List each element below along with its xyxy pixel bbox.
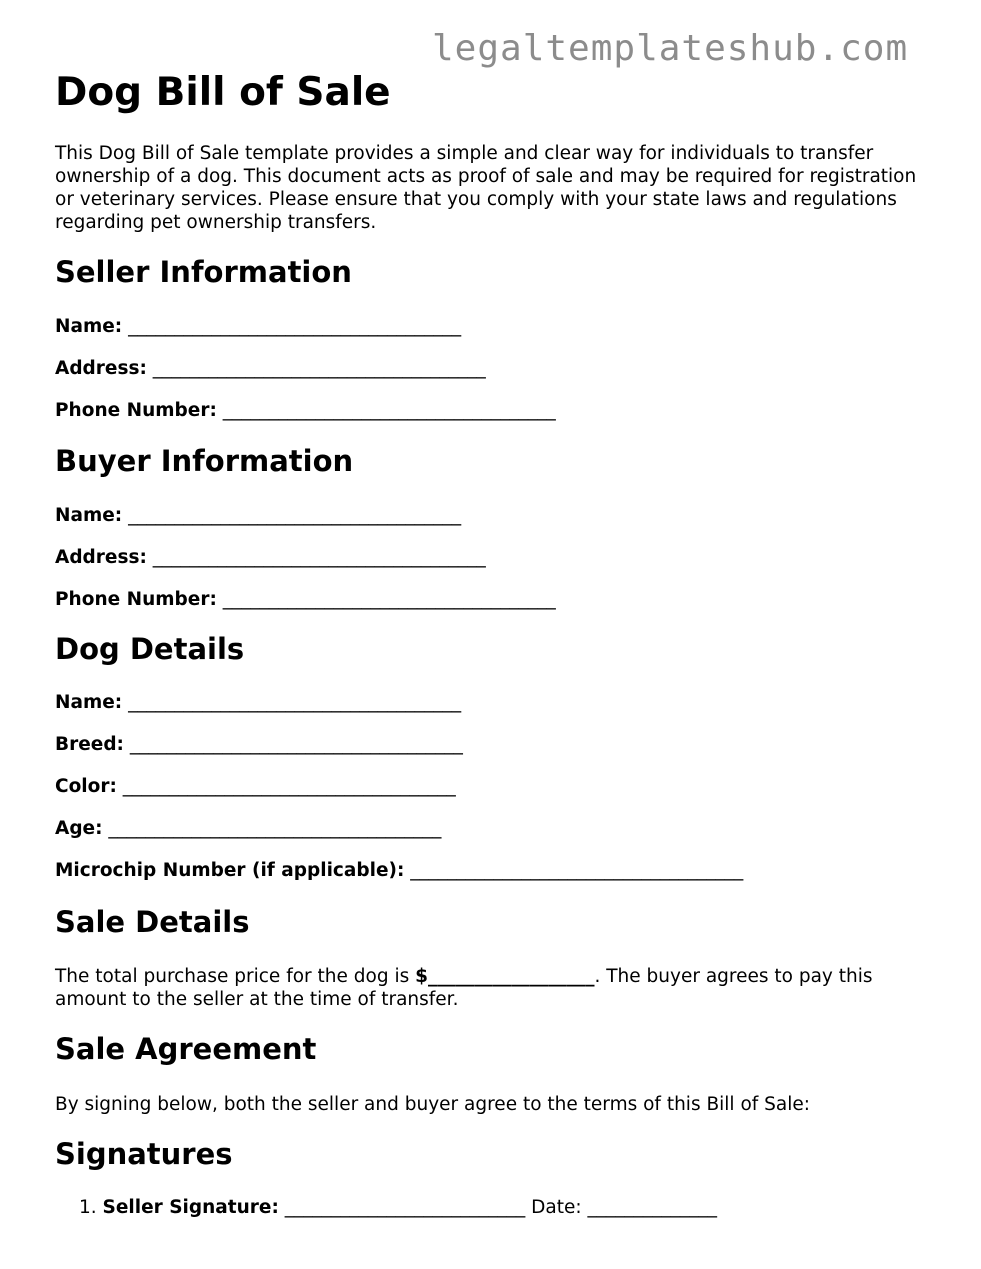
dog-age-blank[interactable]: ____________________________________ xyxy=(108,818,442,839)
dog-microchip-label: Microchip Number (if applicable): xyxy=(55,860,405,881)
dog-age-field xyxy=(55,818,441,839)
buyer-name-label: Name: xyxy=(55,505,123,526)
buyer-phone-field xyxy=(55,589,556,610)
buyer-name-blank[interactable]: ____________________________________ xyxy=(128,505,462,526)
buyer-address-field xyxy=(55,547,486,568)
seller-name-label: Name: xyxy=(55,316,123,337)
buyer-phone-blank[interactable]: ____________________________________ xyxy=(222,589,556,610)
buyer-phone-label: Phone Number: xyxy=(55,589,217,610)
buyer-name-field xyxy=(55,505,461,526)
dog-name-field xyxy=(55,692,461,713)
buyer-heading: Buyer Information xyxy=(55,444,354,478)
agreement-heading: Sale Agreement xyxy=(55,1032,317,1066)
watermark: legaltemplateshub.com xyxy=(432,28,909,69)
dog-microchip-blank[interactable]: ____________________________________ xyxy=(410,860,744,881)
seller-name-blank[interactable]: ____________________________________ xyxy=(128,316,462,337)
dog-name-label: Name: xyxy=(55,692,123,713)
price-blank[interactable]: $__________________ xyxy=(415,966,595,987)
seller-address-field xyxy=(55,358,486,379)
dog-color-field xyxy=(55,776,456,797)
signature-date-blank[interactable]: ______________ xyxy=(587,1197,717,1218)
sale-text-after: . The buyer agrees to pay this amount to the seller at the time of transfer. xyxy=(55,966,873,1010)
seller-heading: Seller Information xyxy=(55,255,352,289)
signature-date-label: Date: xyxy=(531,1197,582,1218)
dog-name-blank[interactable]: ____________________________________ xyxy=(128,692,462,713)
dog-breed-label: Breed: xyxy=(55,734,124,755)
dog-heading: Dog Details xyxy=(55,632,245,666)
seller-signature-label: Seller Signature: xyxy=(102,1197,279,1218)
agreement-paragraph: By signing below, both the seller and buyer agree to the terms of this Bill of Sale: xyxy=(55,1094,810,1115)
dog-age-label: Age: xyxy=(55,818,103,839)
buyer-address-label: Address: xyxy=(55,547,147,568)
document-title: Dog Bill of Sale xyxy=(55,70,391,115)
sale-text-before: The total purchase price for the dog is xyxy=(55,966,416,987)
dog-microchip-field xyxy=(55,860,743,881)
sale-details-heading: Sale Details xyxy=(55,905,250,939)
sale-details-paragraph xyxy=(55,965,935,1011)
dog-breed-blank[interactable]: ____________________________________ xyxy=(129,734,463,755)
seller-phone-label: Phone Number: xyxy=(55,400,217,421)
dog-breed-field xyxy=(55,734,463,755)
seller-signature-item xyxy=(79,1197,717,1218)
seller-name-field xyxy=(55,316,461,337)
seller-phone-field xyxy=(55,400,556,421)
seller-signature-blank[interactable]: __________________________ xyxy=(284,1197,526,1218)
seller-phone-blank[interactable]: ____________________________________ xyxy=(222,400,556,421)
dog-color-blank[interactable]: ____________________________________ xyxy=(122,776,456,797)
intro-paragraph: This Dog Bill of Sale template provides a simple and clear way for individuals to transfer ownership of a dog. This document acts as proof of sale and may be required for registration or veterinary services. Please ensure that you comply with your state laws and regulations regarding pet ownership transfers. xyxy=(55,143,917,233)
buyer-address-blank[interactable]: ____________________________________ xyxy=(152,547,486,568)
dog-color-label: Color: xyxy=(55,776,117,797)
seller-address-blank[interactable]: ____________________________________ xyxy=(152,358,486,379)
signatures-heading: Signatures xyxy=(55,1137,233,1171)
seller-address-label: Address: xyxy=(55,358,147,379)
list-number: 1. xyxy=(79,1197,97,1218)
